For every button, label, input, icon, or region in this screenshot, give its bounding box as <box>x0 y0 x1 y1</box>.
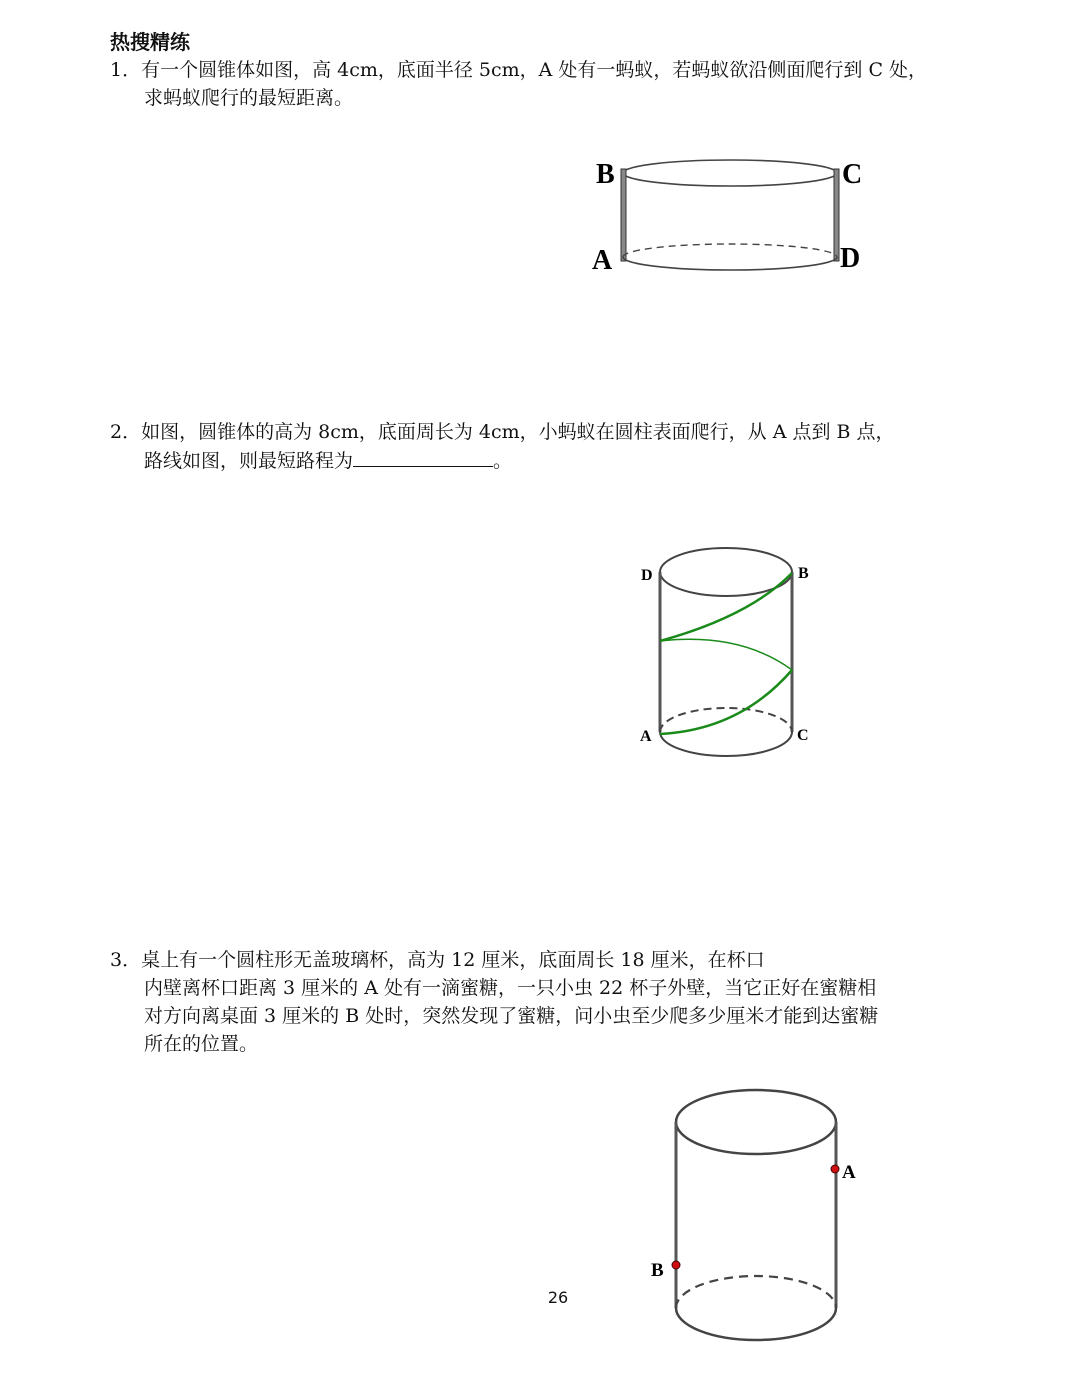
problem-2-line-2-after: 。 <box>493 450 513 472</box>
problem-2-label-b: B <box>798 565 809 582</box>
problem-3-line-3: 对方向离桌面 3 厘米的 B 处时，突然发现了蜜糖，问小虫至少爬多少厘米才能到达蜜糖 <box>144 1005 879 1027</box>
problem-3-line-1: 3．桌上有一个圆柱形无盖玻璃杯，高为 12 厘米，底面周长 18 厘米，在杯口 <box>110 949 765 971</box>
problem-2-line-2 <box>110 446 895 474</box>
answer-blank[interactable] <box>353 446 493 467</box>
problem-2-label-a: A <box>640 728 652 745</box>
problem-1-line-2: 求蚂蚁爬行的最短距离。 <box>144 87 354 109</box>
problem-1-label-c: C <box>842 159 863 190</box>
problem-3-line-4: 所在的位置。 <box>144 1033 259 1055</box>
problem-1-text <box>110 56 927 112</box>
problem-2-cylinder-figure <box>630 540 830 760</box>
bug-point-b <box>672 1261 680 1269</box>
problem-2-label-d: D <box>641 567 653 584</box>
problem-3-cup-figure <box>640 1080 880 1350</box>
problem-3-line-2: 内壁离杯口距离 3 厘米的 A 处有一滴蜜糖，一只小虫 22 杯子外壁，当它正好在蜜糖相 <box>144 977 877 999</box>
problem-1-label-a: A <box>592 245 613 276</box>
ant-path-lower-front <box>660 670 792 734</box>
honey-point-a <box>831 1165 839 1173</box>
problem-2-line-1: 2．如图，圆锥体的高为 8cm，底面周长为 4cm，小蚂蚁在圆柱表面爬行，从 A 点到 B 点， <box>110 421 895 443</box>
problem-3-label-a: A <box>842 1162 856 1183</box>
problem-2-label-c: C <box>797 727 809 744</box>
ant-path-middle-back <box>660 639 792 670</box>
section-heading: 热搜精练 <box>110 30 190 54</box>
problem-1-label-d: D <box>840 243 861 274</box>
problem-1-label-b: B <box>596 159 615 190</box>
problem-3-label-b: B <box>651 1260 664 1281</box>
problem-2-text <box>110 418 895 474</box>
ant-path-upper-front <box>660 573 792 641</box>
problem-1-line-1: 1．有一个圆锥体如图，高 4cm，底面半径 5cm，A 处有一蚂蚁，若蚂蚁欲沿侧面爬行到 C 处， <box>110 59 928 81</box>
problem-1-cylinder-figure <box>580 145 880 285</box>
problem-2-line-2-before: 路线如图，则最短路程为 <box>144 450 354 472</box>
problem-3-text <box>110 946 878 1058</box>
page-number: 26 <box>547 1288 569 1307</box>
